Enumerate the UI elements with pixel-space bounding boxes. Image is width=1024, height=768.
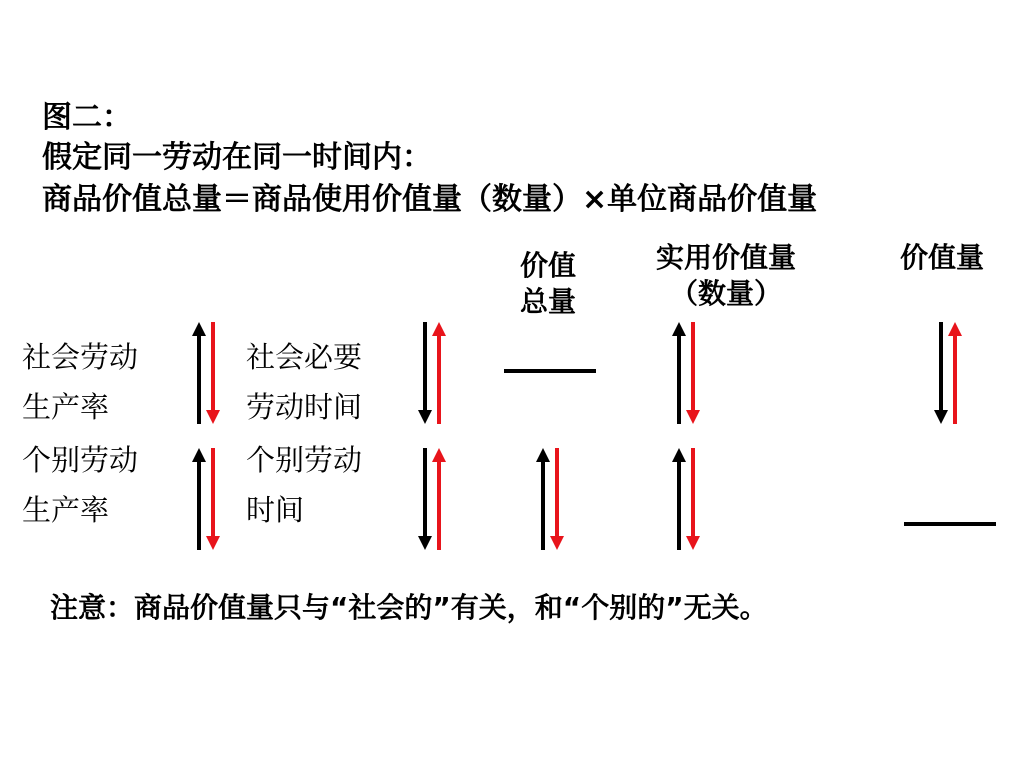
row2-productivity-black-arrow-head xyxy=(192,448,206,462)
row1-unit-value-red-arrow xyxy=(948,322,962,424)
row2-total-value-red-arrow xyxy=(550,448,564,550)
row1-time-black-arrow-head xyxy=(418,410,432,424)
row2-total-value-black-arrow-head xyxy=(536,448,550,462)
row2-productivity-black-arrow xyxy=(192,448,206,550)
header-use-value-line1: 实用价值量 xyxy=(655,241,796,274)
row2-productivity-red-arrow-head xyxy=(206,536,220,550)
row1-use-value-red-arrow-head xyxy=(686,410,700,424)
row1-time-red-arrow-head xyxy=(432,322,446,336)
row2-time-line2: 时间 xyxy=(246,493,305,527)
row2-time-red-arrow-head xyxy=(432,448,446,462)
header-total-value-line1: 价值 xyxy=(519,249,576,282)
assumption-line: 假定同一劳动在同一时间内： xyxy=(42,140,432,175)
row1-productivity-red-arrow xyxy=(206,322,220,424)
figure-label: 图二： xyxy=(42,100,132,135)
row1-use-value-black-arrow-head xyxy=(672,322,686,336)
header-total-value-line2: 总量 xyxy=(519,285,576,318)
row1-productivity-line1: 社会劳动 xyxy=(22,340,139,374)
row1-time-line2: 劳动时间 xyxy=(246,390,363,424)
row2-time-line1: 个别劳动 xyxy=(246,443,363,477)
row2-productivity-red-arrow xyxy=(206,448,220,550)
row1-unit-value-black-arrow xyxy=(934,322,948,424)
note-text: 注意：商品价值量只与“社会的”有关，和“个别的”无关。 xyxy=(50,591,768,624)
row1-productivity-black-arrow xyxy=(192,322,206,424)
row2-use-value-red-arrow xyxy=(686,448,700,550)
formula-line: 商品价值总量＝商品使用价值量（数量）×单位商品价值量 xyxy=(42,182,818,217)
row1-time-line1: 社会必要 xyxy=(246,340,363,374)
row2-time-black-arrow xyxy=(418,448,432,550)
row1-productivity-black-arrow-head xyxy=(192,322,206,336)
row2-productivity-line1: 个别劳动 xyxy=(22,443,139,477)
row1-productivity-line2: 生产率 xyxy=(22,390,110,424)
row1-time-black-arrow xyxy=(418,322,432,424)
header-use-value-line2: （数量） xyxy=(669,277,782,310)
row2-productivity-line2: 生产率 xyxy=(22,493,110,527)
row1-productivity-red-arrow-head xyxy=(206,410,220,424)
row1-use-value-black-arrow xyxy=(672,322,686,424)
row1-time-red-arrow xyxy=(432,322,446,424)
row2-use-value-black-arrow-head xyxy=(672,448,686,462)
row2-total-value-black-arrow xyxy=(536,448,550,550)
row1-unit-value-red-arrow-head xyxy=(948,322,962,336)
row2-use-value-red-arrow-head xyxy=(686,536,700,550)
row2-time-black-arrow-head xyxy=(418,536,432,550)
header-unit-value: 价值量 xyxy=(899,241,984,274)
row1-unit-value-black-arrow-head xyxy=(934,410,948,424)
row1-use-value-red-arrow xyxy=(686,322,700,424)
row2-total-value-red-arrow-head xyxy=(550,536,564,550)
row2-use-value-black-arrow xyxy=(672,448,686,550)
row2-time-red-arrow xyxy=(432,448,446,550)
